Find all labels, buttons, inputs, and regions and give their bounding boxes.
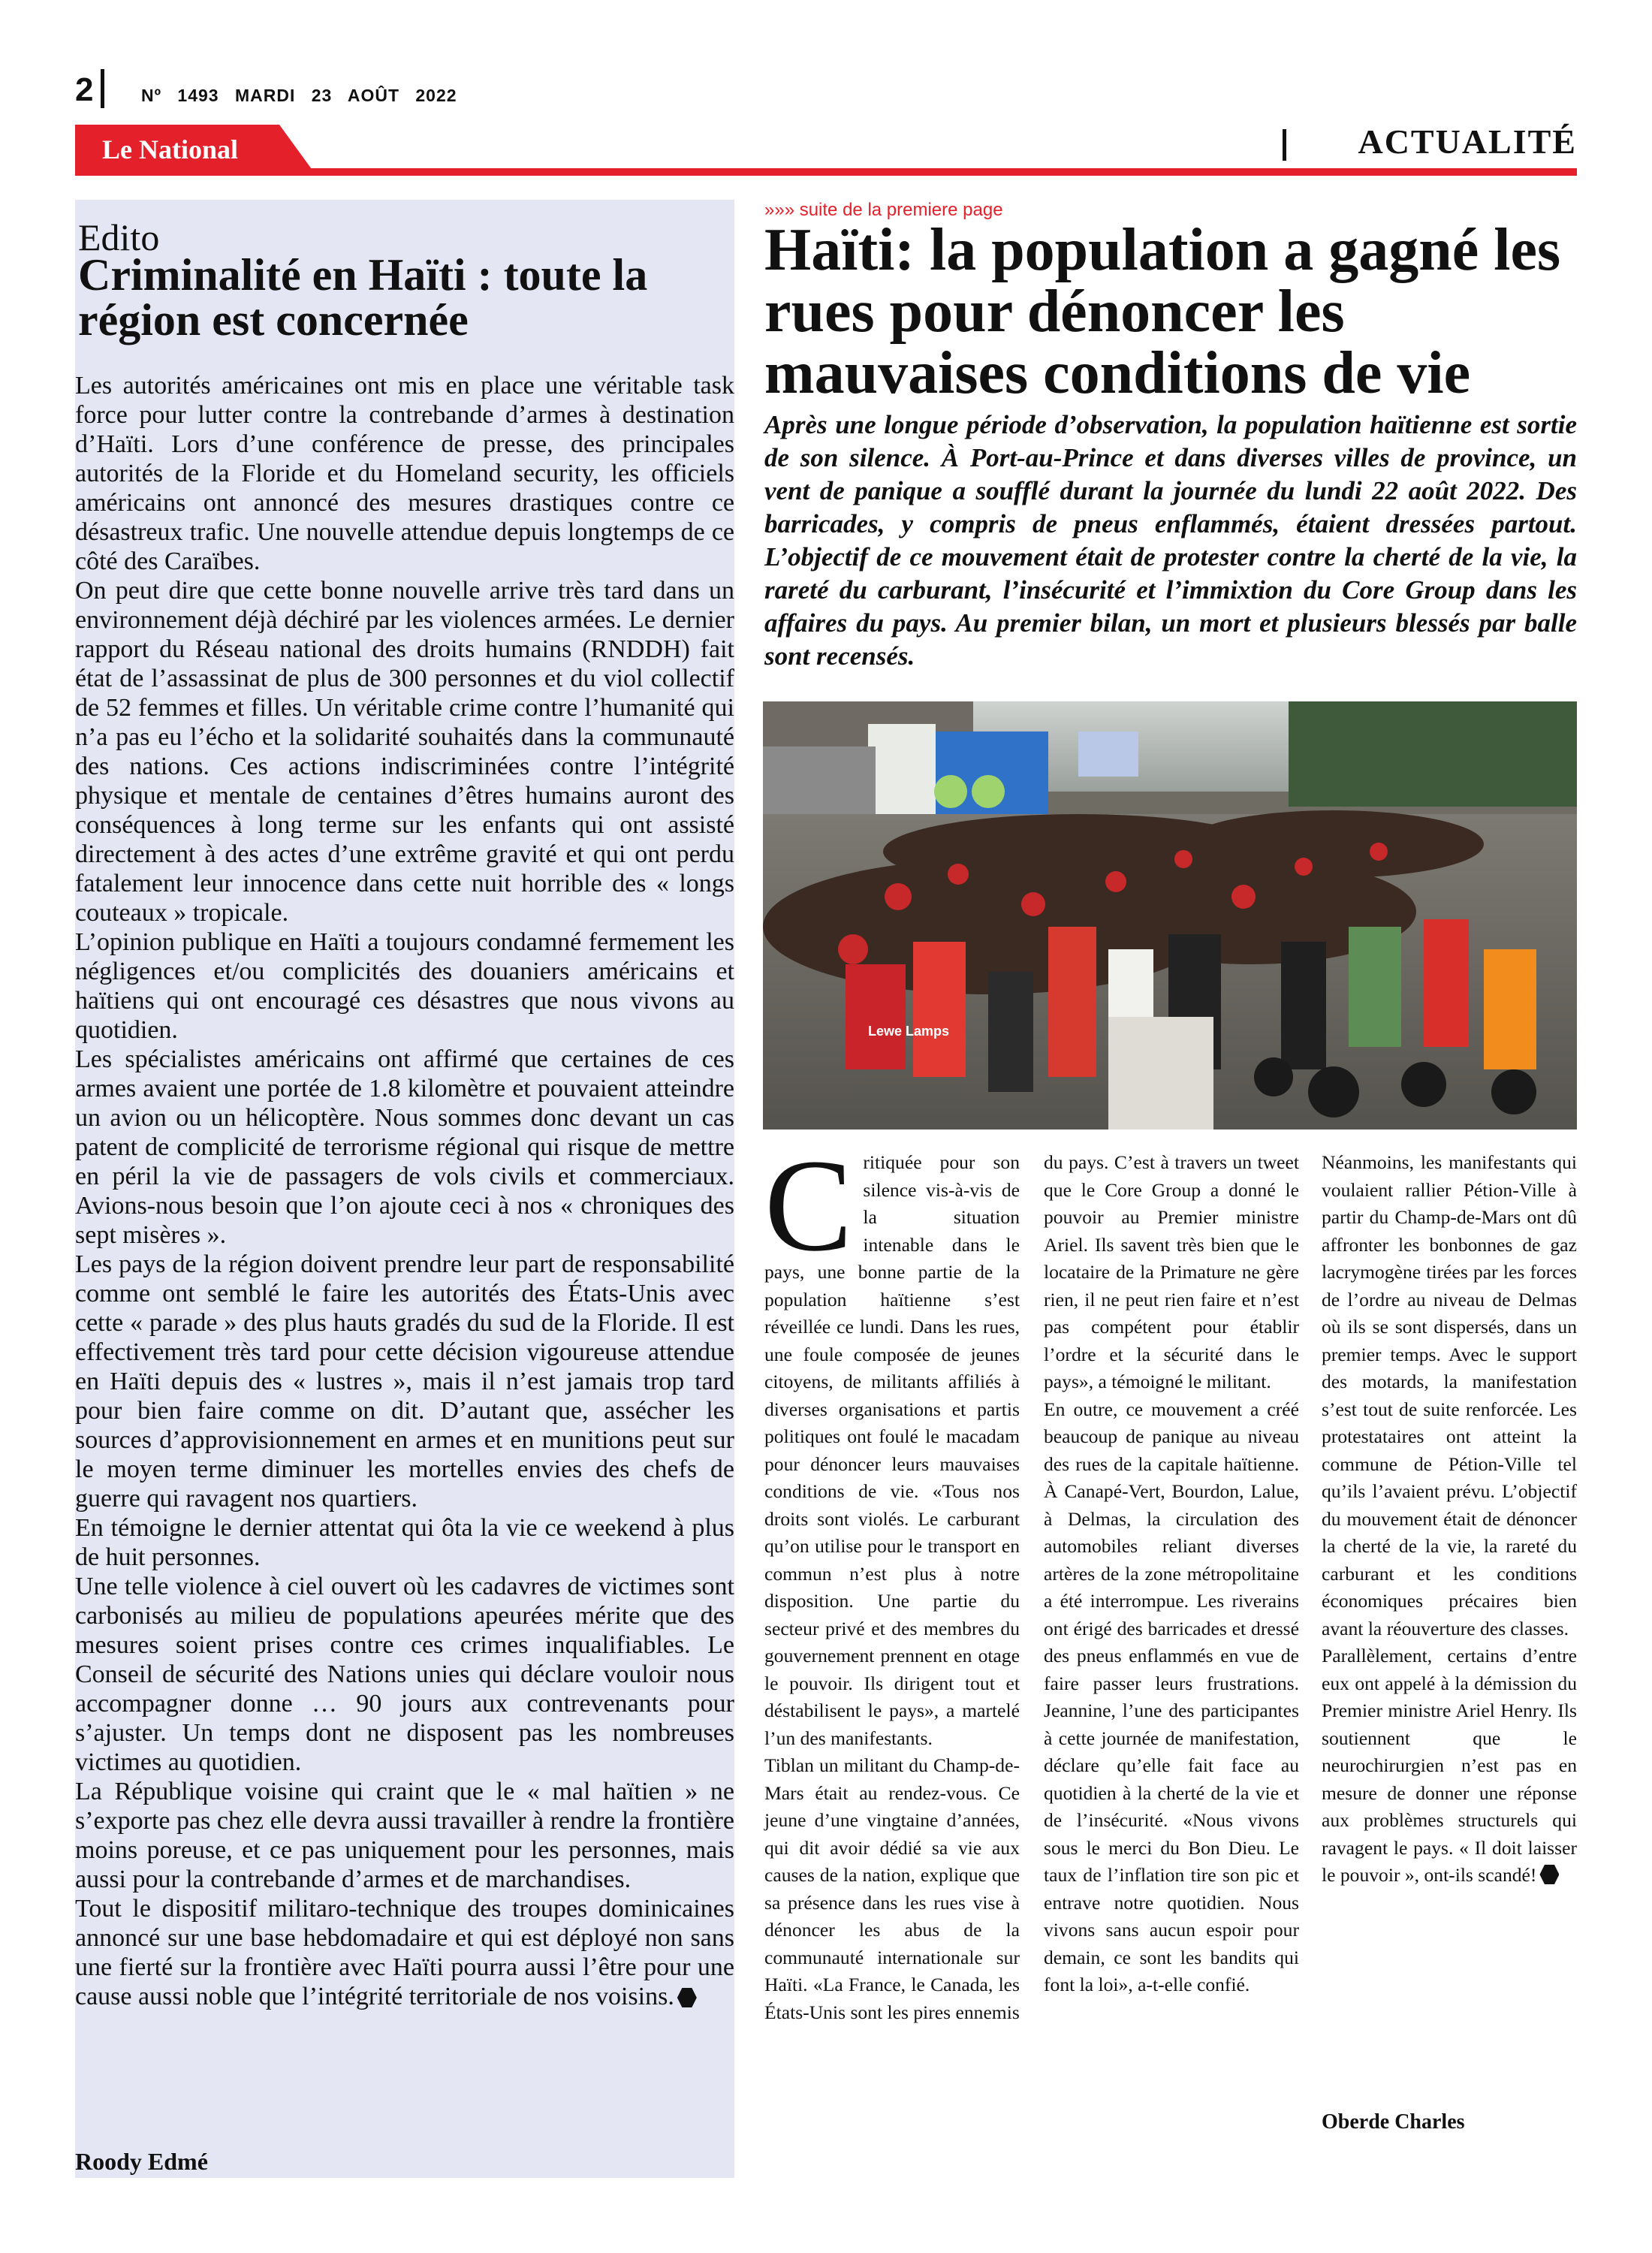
header-divider <box>101 69 104 108</box>
article-paragraph: du pays. C’est à travers un tweet que le Core Group a donné le pouvoir au Premier ministre Ariel. Ils savent très bien que le locataire de la Primature ne gère rien, il ne peut rien faire et n’est pas compétent pour établir l’ordre et la sécurité dans le pays», a témoigné le militant. <box>1044 1151 1299 1392</box>
edito-paragraph: On peut dire que cette bonne nouvelle arrive très tard dans un environnement déjà déchiré par les violences armées. Le dernier rapport du Réseau national des droits humains (RNDDH) fait état de l’assassinat de plus de 300 personnes et du viol collectif de 52 femmes et filles. Un véritable crime contre l’humanité qui n’a pas eu l’écho et la solidarité souhaités dans la communauté des nations. Ces actions indiscriminées contre l’intégrité physique et mentale de centaines d’êtres humains auront des conséquences à long terme sur les enfants qui ont assisté directement à des actes d’une extrême gravité et qui ont perdu fatalement leur innocence dans cette nuit horrible des « longs couteaux » tropicale. <box>75 577 734 927</box>
edito-paragraph: Les autorités américaines ont mis en place une véritable task force pour lutter contre la contrebande d’armes à destination d’Haïti. Lors d’une conférence de presse, des principales autorités de la Floride et du Homeland security, les officiels américains ont annoncé des mesures drastiques contre ce désastreux trafic. Une nouvelle attendue depuis longtemps de ce côté des Caraïbes. <box>75 372 734 575</box>
article-photo <box>763 701 1577 1130</box>
end-of-article-icon <box>1539 1865 1559 1884</box>
issue-info: Nº 1493 MARDI 23 AOÛT 2022 <box>141 86 457 105</box>
edito-title: Criminalité en Haïti : toute la région est concernée <box>78 250 648 345</box>
edito-author: Roody Edmé <box>75 2148 208 2175</box>
end-of-article-icon <box>677 1988 697 2007</box>
article-paragraph: Néanmoins, les manifestants qui voulaient rallier Pétion-Ville à partir du Champ-de-Mars ont dû affronter les bonbonnes de gaz lacrymogène tirées par les forces de l’ordre au niveau de Delmas où ils se sont dispersés, dans un premier temps. Avec le support des motards, la manifestation s’est tout de suite renforcée. Les protestataires ont atteint la commune de Pétion-Ville tel qu’ils l’avaient prévu. L’objectif du mouvement était de dénoncer la cherté de la vie, la rareté du carburant et les conditions économiques précaires bien avant la réouverture des classes. <box>1322 1151 1577 1639</box>
article-author: Oberde Charles <box>1322 2110 1465 2134</box>
article-paragraph: En outre, ce mouvement a créé beaucoup de panique au niveau des rues de la capitale haïtienne. À Canapé-Vert, Bourdon, Lalue, à Delmas, la circulation des automobiles reliant diverses artères de la zone métropolitaine a été interrompue. Les riverains ont érigé des barricades et dressé des pneus enflammés en vue de faire passer leurs frustrations. Jeannine, l’une des participantes à cette journée de manifestation, déclare qu’elle fait face au quotidien à la cherté de la vie et de l’insécurité. «Nous vivons sous le merci du Bon Dieu. Le taux de l’inflation tire son pic et entrave notre quotidien. Nous vivons sans aucun espoir pour demain, ce sont les bandits qui font la loi», a-t-elle confié. <box>1044 1398 1299 1995</box>
section-divider <box>1283 129 1286 161</box>
edito-paragraph: Les spécialistes américains ont affirmé que certaines de ces armes avaient une portée de 1.8 kilomètre et pouvaient atteindre un avion ou un hélicoptère. Nous sommes donc devant un cas patent de complicité de terrorisme régional qui risque de mettre en péril la vie de passagers de vols civils et commerciaux. Avions-nous besoin que l’on ajoute ceci à nos « chroniques des sept misères ». <box>75 1045 734 1249</box>
article-paragraph-text: Parallèlement, certains d’entre eux ont appelé à la démission du Premier ministre Ariel Henry. Ils soutiennent que le neurochirurgien n’est pas en mesure de donner une réponse aux problèmes structurels qui ravagent le pays. « Il doit laisser le pouvoir », ont-ils scandé! <box>1322 1645 1577 1886</box>
brand-name: Le National <box>102 134 239 164</box>
edito-paragraph: Les pays de la région doivent prendre leur part de responsabilité comme ont semblé le faire les autorités des États-Unis avec cette « parade » des plus hauts gradés du sud de la Floride. Il est effectivement très tard pour cette décision vigoureuse attendue en Haïti depuis des « lustres », mais il n’est jamais trop tard pour bien faire comme on dit. D’autant que, assécher les sources d’approvisionnement en armes et en munitions peut sur le moyen terme diminuer les mortelles envies des chefs de guerre qui ravagent nos quartiers. <box>75 1250 734 1513</box>
edito-paragraph: Une telle violence à ciel ouvert où les cadavres de victimes sont carbonisés au milieu de populations apeurées mérite que des mesures soient prises contre ces crimes inqualifiables. Le Conseil de sécurité des Nations unies qui déclare vouloir nous accompagner donne … 90 jours aux contrevenants pour s’ajuster. Un temps dont ne disposent pas les nombreuses victimes au quotidien. <box>75 1573 734 1776</box>
edito-kicker: Edito <box>78 216 160 258</box>
drop-cap: C <box>764 1133 853 1279</box>
section-label: ACTUALITÉ <box>1358 122 1577 161</box>
article-title: Haïti: la population a gagné les rues pour dénoncer les mauvaises conditions de vie <box>764 217 1561 406</box>
edito-paragraph: L’opinion publique en Haïti a toujours condamné fermement les négligences et/ou complicités des douaniers américains et haïtiens qui ont encouragé ces désastres que nous vivons au quotidien. <box>75 928 734 1044</box>
edito-paragraph: En témoigne le dernier attentat qui ôta la vie ce weekend à plus de huit personnes. <box>75 1514 734 1571</box>
article-paragraph: ritiquée pour son silence vis-à-vis de la situation intenable dans le pays, une bonne partie de la population haïtienne s’est réveillée ce lundi. Dans les rues, une foule composée de jeunes citoyens, de militants affiliés à diverses organisations et partis politiques ont foulé le macadam pour dénoncer leurs mauvaises conditions de vie. «Tous nos droits sont violés. Le carburant qu’on utilise pour le transport en commun n’est plus à notre disposition. Une partie du secteur privé et des membres du gouvernement prennent en otage le pouvoir. Ils dirigent tout et déstabilisent le pays», a martelé l’un des manifestants. <box>764 1151 1020 1749</box>
article-column-3 <box>1322 1149 1577 1890</box>
photo-shirt-text: Lewe Lamps <box>868 1024 950 1039</box>
edito-paragraph-text: Tout le dispositif militaro-technique des troupes dominicaines annoncé sur une base hebdomadaire et qui est déployé non sans une fierté sur la frontière avec Haïti pourra aussi l’être pour une cause aussi noble que l’intégrité territoriale de nos voisins. <box>75 1895 734 2010</box>
edito-body <box>75 371 734 2011</box>
article-paragraph-last <box>1322 1642 1577 1890</box>
article-kicker: »»» suite de la premiere page <box>764 200 1003 220</box>
article-paragraph: Tiblan un militant du Champ-de-Mars était au rendez-vous. Ce jeune d’une vingtaine d’années, qui dit avoir dédié sa vie aux causes de la nation, explique que sa présence dans les rues vise à dénoncer les abus de la communauté internationale sur Haïti. «La France, le Canada, les États-Unis sont les pires ennemis <box>764 1754 1020 2023</box>
article-column-1 <box>764 1133 1020 2026</box>
edito-paragraph-last <box>75 1894 734 2011</box>
edito-paragraph: La République voisine qui craint que le « mal haïtien » ne s’exporte pas chez elle devra aussi travailler à rendre la frontière moins poreuse, et ce pas uniquement pour les personnes, mais aussi pour la contrebande d’armes et de marchandises. <box>75 1778 734 1893</box>
page-number: 2 <box>75 71 94 108</box>
article-lead: Après une longue période d’observation, la population haïtienne est sortie de son silence. À Port-au-Prince et dans diverses villes de province, un vent de panique a soufflé durant la journée du lundi 22 août 2022. Des barricades, y compris de pneus enflammés, étaient dressées partout. L’objectif de ce mouvement était de protester contre la cherté de la vie, la rareté du carburant, l’insécurité et l’immixtion du Core Group dans les affaires du pays. Au premier bilan, un mort et plusieurs blessés par balle sont recensés. <box>764 410 1577 671</box>
article-column-2 <box>1044 1149 1299 1999</box>
